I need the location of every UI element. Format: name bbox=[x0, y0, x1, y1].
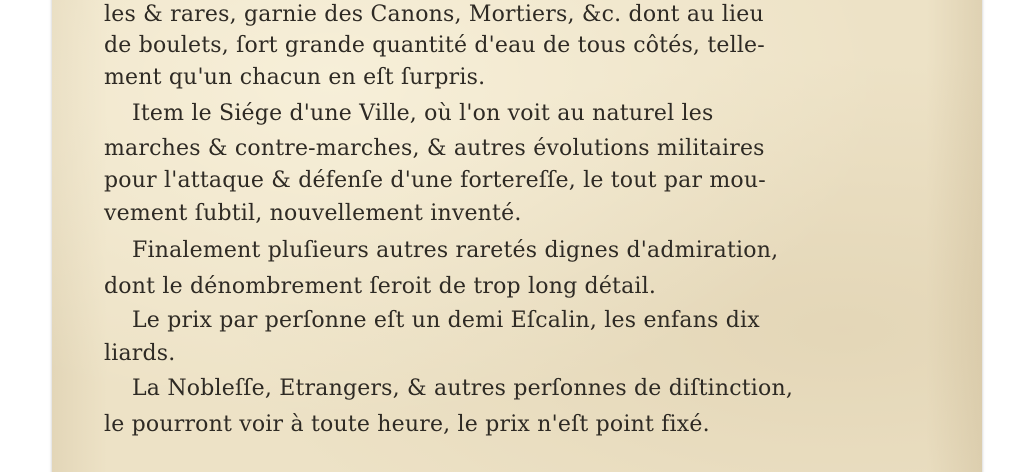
text-line-6: pour l'attaque & défenſe d'une fortereſſe, le tout par mou- bbox=[104, 168, 766, 193]
text-line-3: ment qu'un chacun en eſt ſurpris. bbox=[104, 65, 486, 90]
text-line-2: de boulets, ſort grande quantité d'eau de tous côtés, telle- bbox=[104, 33, 765, 58]
text-line-10: Le prix par perſonne eſt un demi Eſcalin, les enfans dix bbox=[132, 308, 760, 333]
text-line-12: La Nobleſſe, Etrangers, & autres perſonnes de diſtinction, bbox=[132, 376, 794, 401]
text-line-8: Finalement pluſieurs autres raretés dignes d'admiration, bbox=[132, 238, 779, 263]
text-line-13: le pourront voir à toute heure, le prix n'eſt point fixé. bbox=[104, 412, 710, 437]
text-line-4: Item le Siége d'une Ville, où l'on voit au naturel les bbox=[132, 101, 714, 126]
text-line-7: vement ſubtil, nouvellement inventé. bbox=[104, 201, 522, 226]
text-line-5: marches & contre-marches, & autres évolutions militaires bbox=[104, 136, 765, 161]
text-line-1: les & rares, garnie des Canons, Mortiers, &c. dont au lieu bbox=[104, 2, 764, 27]
text-line-11: liards. bbox=[104, 341, 176, 366]
text-line-9: dont le dénombrement ſeroit de trop long détail. bbox=[104, 274, 657, 299]
